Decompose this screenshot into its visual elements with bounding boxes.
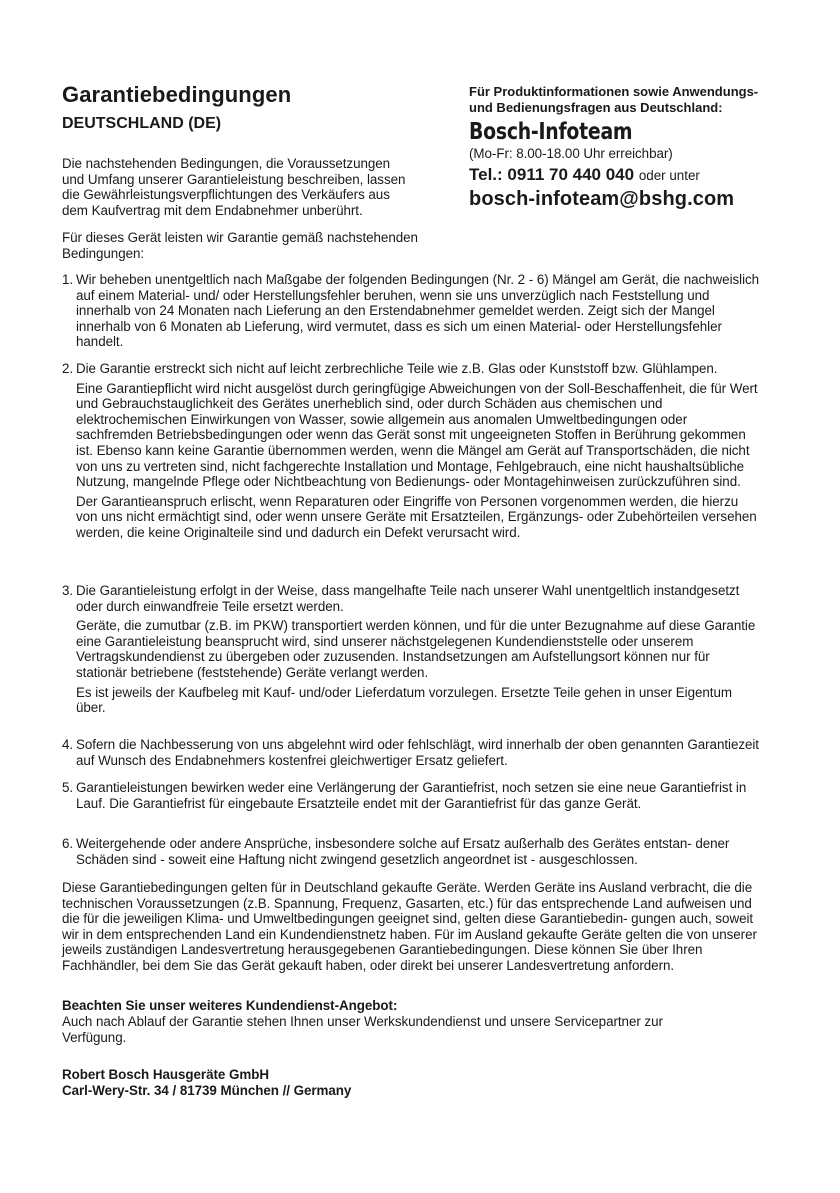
phone-number[interactable]: Tel.: 0911 70 440 040 bbox=[469, 164, 635, 184]
item-text: Sofern die Nachbesserung von uns abgelehnt wird oder fehlschlägt, wird innerhalb der oben genannten Garantiezeit auf Wunsch des Endabnehmers kostenfrei gleichwertiger Ersatz geliefert. bbox=[76, 737, 759, 768]
contact-phone bbox=[469, 165, 779, 186]
oder-unter-text: oder unter bbox=[638, 167, 700, 183]
item-text: Die Garantieleistung erfolgt in der Weise, dass mangelhafte Teile nach unserer Wahl unentgeltlich instandgesetzt oder durch einwandfreie Teile ersetzt werden. bbox=[76, 583, 740, 614]
page-title: Garantiebedingungen bbox=[62, 82, 292, 107]
warranty-item-2 bbox=[62, 361, 762, 541]
item-text: Weitergehende oder andere Ansprüche, insbesondere solche auf Ersatz außerhalb des Gerätes entstan- dener Schäden sind - soweit eine Haftung nicht zwingend gesetzlich angeordnet ist - ausgeschlossen. bbox=[76, 836, 730, 867]
item-number: 6. bbox=[62, 836, 74, 851]
item-subparagraph: Eine Garantiepflicht wird nicht ausgelöst durch geringfügige Abweichungen von der Soll-Beschaffenheit, die für Wert und Gebrauchstauglichkeit des Gerätes unerheblich sind, oder durch Schäden aus chemischen und elektrochemischen Einwirkungen von Wasser, sowie allgemein aus anomalen Umweltbedingungen oder sachfremden Betriebsbedingungen oder wenn das Gerät sonst mit ungeeigneten Stoffen in Berührung gekommen ist. Ebenso kann keine Garantie übernommen werden, wenn die Mängel am Gerät auf Transportschäden, die nicht von uns zu vertreten sind, nicht fachgerechte Installation und Montage, Fehlgebrauch, eine nicht haushaltsübliche Nutzung, mangelnde Pflege oder Nichtbeachtung von Bedienungs- oder Montagehinweisen zurückzuführen sind. bbox=[76, 380, 758, 490]
closing-paragraph: Diese Garantiebedingungen gelten für in Deutschland gekaufte Geräte. Werden Geräte ins Ausland verbracht, die die technischen Voraussetzungen (z.B. Spannung, Frequenz, Gasarten, etc.) für das entsprechende Land aufweisen und die für die jeweiligen Klima- und Umweltbedingungen geeignet sind, gelten diese Garantiebedin- gungen auch, soweit wir in dem entsprechenden Land ein Kundendienstnetz haben. Für im Ausland gekaufte Geräte gelten die von unserer jeweils zuständigen Landesvertretung herausgegebenen Garantiebedingungen. Diese können Sie über Ihren Fachhändler, bei dem Sie das Gerät gekauft haben, oder direkt bei unserer Landesvertretung anfordern. bbox=[62, 880, 757, 973]
contact-hours: (Mo-Fr: 8.00-18.00 Uhr erreichbar) bbox=[469, 146, 673, 161]
item-text: Die Garantie erstreckt sich nicht auf leicht zerbrechliche Teile wie z.B. Glas oder Kunststoff bzw. Glühlampen. bbox=[76, 361, 718, 376]
warranty-item-5 bbox=[62, 780, 762, 811]
contact-email[interactable]: bosch-infoteam@bshg.com bbox=[469, 187, 735, 210]
contact-intro: Für Produktinformationen sowie Anwendungs- und Bedienungsfragen aus Deutschland: bbox=[469, 84, 759, 115]
item-subparagraph: Geräte, die zumutbar (z.B. im PKW) transportiert werden können, und für die unter Bezugnahme auf diese Garantie eine Garantieleistung beansprucht wird, sind unserer nächstgelegenen Kundendienststelle oder unserem Vertragskundendienst zu übergeben oder zuzusenden. Instandsetzungen am Aufstellungsort können nur für stationär betriebene (feststehende) Geräte verlangt werden. bbox=[76, 618, 756, 680]
item-number: 3. bbox=[62, 583, 74, 598]
warranty-item-3 bbox=[62, 583, 762, 716]
page-subtitle: DEUTSCHLAND (DE) bbox=[62, 115, 222, 132]
infoteam-title: Bosch-Infoteam bbox=[469, 119, 633, 145]
item-subparagraph: Der Garantieanspruch erlischt, wenn Reparaturen oder Eingriffe von Personen vorgenommen werden, die hierzu von uns nicht ermächtigt sind, oder wenn unsere Geräte mit Ersatzteilen, Ergänzungs- oder Zubehörteilen versehen werden, die keine Originalteile sind und dadurch ein Defekt verursacht wird. bbox=[76, 493, 757, 540]
service-text: Auch nach Ablauf der Garantie stehen Ihnen unser Werkskundendienst und unsere Servicepartner zur Verfügung. bbox=[62, 1014, 663, 1045]
contact-block bbox=[469, 84, 779, 211]
intro-paragraph: Die nachstehenden Bedingungen, die Voraussetzungen und Umfang unserer Garantieleistung beschreiben, lassen die Gewährleistungsverpflichtungen des Verkäufers aus dem Kaufvertrag mit dem Endabnehmer unberührt. bbox=[62, 156, 406, 218]
warranty-item-1 bbox=[62, 272, 762, 350]
item-number: 4. bbox=[62, 737, 74, 752]
item-number: 1. bbox=[62, 272, 74, 287]
company-name: Robert Bosch Hausgeräte GmbH bbox=[62, 1067, 269, 1082]
service-heading: Beachten Sie unser weiteres Kundendienst-Angebot: bbox=[62, 998, 398, 1013]
item-number: 5. bbox=[62, 780, 74, 795]
item-text: Wir beheben unentgeltlich nach Maßgabe der folgenden Bedingungen (Nr. 2 - 6) Mängel am Gerät, die nachweislich auf einem Material- und/ oder Herstellungsfehler beruhen, wenn sie uns unverzüglich nach Feststellung und innerhalb von 24 Monaten nach Lieferung an den Erstendabnehmer gemeldet werden. Zeigt sich der Mangel innerhalb von 6 Monaten ab Lieferung, wird vermutet, dass es sich um einen Material- oder Herstellungsfehler handelt. bbox=[76, 272, 760, 350]
item-subparagraph: Es ist jeweils der Kaufbeleg mit Kauf- und/oder Lieferdatum vorzulegen. Ersetzte Teile gehen in unser Eigentum über. bbox=[76, 684, 732, 716]
intro-paragraph-2: Für dieses Gerät leisten wir Garantie gemäß nachstehenden Bedingungen: bbox=[62, 230, 418, 261]
item-text: Garantieleistungen bewirken weder eine Verlängerung der Garantiefrist, noch setzen sie eine neue Garantiefrist in Lauf. Die Garantiefrist für eingebaute Ersatzteile endet mit der Garantiefrist für das ganze Gerät. bbox=[76, 780, 747, 811]
company-address: Carl-Wery-Str. 34 / 81739 München // Germany bbox=[62, 1083, 352, 1098]
item-number: 2. bbox=[62, 361, 74, 376]
warranty-item-4 bbox=[62, 737, 762, 768]
warranty-item-6 bbox=[62, 836, 762, 867]
